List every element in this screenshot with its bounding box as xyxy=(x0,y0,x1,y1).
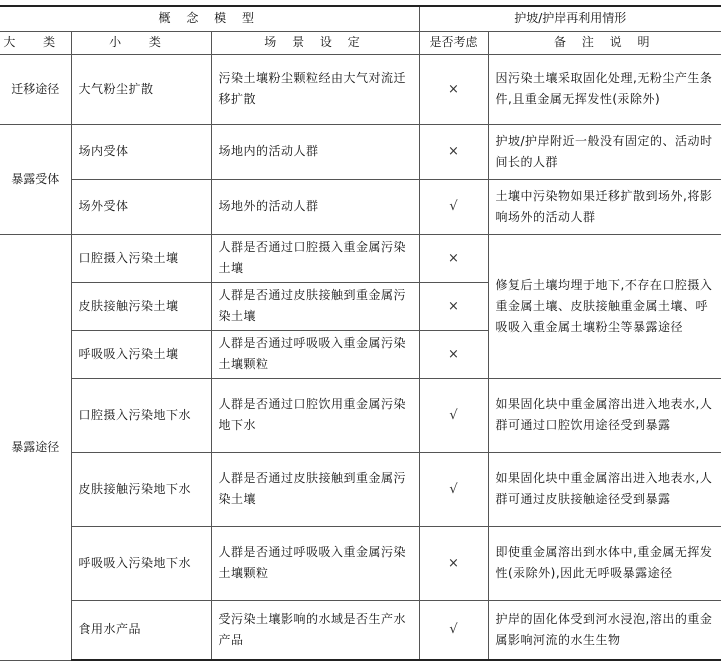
remark-cell: 修复后土壤均埋于地下,不存在口腔摄入重金属土壤、皮肤接触重金属土壤、呼吸吸入重金属土壤粉尘等暴露途径 xyxy=(488,234,721,378)
remark-cell: 因污染土壤采取固化处理,无粉尘产生条件,且重金属无挥发性(汞除外) xyxy=(488,54,721,124)
risk-concept-model-table xyxy=(0,5,721,661)
scenario-cell: 场地外的活动人群 xyxy=(211,179,419,234)
scenario-cell: 人群是否通过皮肤接触到重金属污染土壤 xyxy=(211,282,419,330)
scenario-cell: 人群是否通过口腔饮用重金属污染地下水 xyxy=(211,378,419,452)
considered-mark: × xyxy=(419,526,488,600)
minor-category-cell: 呼吸吸入污染地下水 xyxy=(71,526,211,600)
major-category-cell: 暴露途径 xyxy=(0,234,71,660)
scenario-cell: 人群是否通过呼吸吸入重金属污染土壤颗粒 xyxy=(211,526,419,600)
table-row xyxy=(0,452,721,526)
minor-category-cell: 口腔摄入污染土壤 xyxy=(71,234,211,282)
reuse-case-header: 护坡/护岸再利用情形 xyxy=(419,6,721,31)
minor-category-cell: 食用水产品 xyxy=(71,600,211,660)
remark-cell: 土壤中污染物如果迁移扩散到场外,将影响场外的活动人群 xyxy=(488,179,721,234)
minor-category-cell: 大气粉尘扩散 xyxy=(71,54,211,124)
col-minor-category: 小 类 xyxy=(71,31,211,54)
scenario-cell: 人群是否通过皮肤接触到重金属污染土壤 xyxy=(211,452,419,526)
considered-mark: × xyxy=(419,234,488,282)
remark-cell: 如果固化块中重金属溶出进入地表水,人群可通过口腔饮用途径受到暴露 xyxy=(488,378,721,452)
minor-category-cell: 场内受体 xyxy=(71,124,211,179)
scenario-cell: 人群是否通过呼吸吸入重金属污染土壤颗粒 xyxy=(211,330,419,378)
col-scenario: 场 景 设 定 xyxy=(211,31,419,54)
col-considered: 是否考虑 xyxy=(419,31,488,54)
table-row xyxy=(0,124,721,179)
col-remarks: 备 注 说 明 xyxy=(488,31,721,54)
minor-category-cell: 口腔摄入污染地下水 xyxy=(71,378,211,452)
major-category-cell: 迁移途径 xyxy=(0,54,71,124)
scenario-cell: 污染土壤粉尘颗粒经由大气对流迁移扩散 xyxy=(211,54,419,124)
considered-mark: × xyxy=(419,54,488,124)
scenario-cell: 受污染土壤影响的水域是否生产水产品 xyxy=(211,600,419,660)
table-row xyxy=(0,179,721,234)
major-category-cell: 暴露受体 xyxy=(0,124,71,234)
considered-mark: × xyxy=(419,124,488,179)
considered-mark: √ xyxy=(419,378,488,452)
table-row xyxy=(0,54,721,124)
table-row xyxy=(0,600,721,660)
remark-cell: 如果固化块中重金属溶出进入地表水,人群可通过皮肤接触途径受到暴露 xyxy=(488,452,721,526)
remark-cell: 护坡/护岸附近一般没有固定的、活动时间长的人群 xyxy=(488,124,721,179)
table-row xyxy=(0,234,721,282)
considered-mark: √ xyxy=(419,600,488,660)
scenario-cell: 人群是否通过口腔摄入重金属污染土壤 xyxy=(211,234,419,282)
col-major-category: 大 类 xyxy=(0,31,71,54)
remark-cell: 即使重金属溶出到水体中,重金属无挥发性(汞除外),因此无呼吸暴露途径 xyxy=(488,526,721,600)
minor-category-cell: 皮肤接触污染地下水 xyxy=(71,452,211,526)
considered-mark: √ xyxy=(419,179,488,234)
concept-model-header: 概 念 模 型 xyxy=(0,6,419,31)
minor-category-cell: 场外受体 xyxy=(71,179,211,234)
considered-mark: √ xyxy=(419,452,488,526)
remark-cell: 护岸的固化体受到河水浸泡,溶出的重金属影响河流的水生生物 xyxy=(488,600,721,660)
considered-mark: × xyxy=(419,330,488,378)
table-row xyxy=(0,526,721,600)
minor-category-cell: 呼吸吸入污染土壤 xyxy=(71,330,211,378)
minor-category-cell: 皮肤接触污染土壤 xyxy=(71,282,211,330)
considered-mark: × xyxy=(419,282,488,330)
table-row xyxy=(0,378,721,452)
scenario-cell: 场地内的活动人群 xyxy=(211,124,419,179)
